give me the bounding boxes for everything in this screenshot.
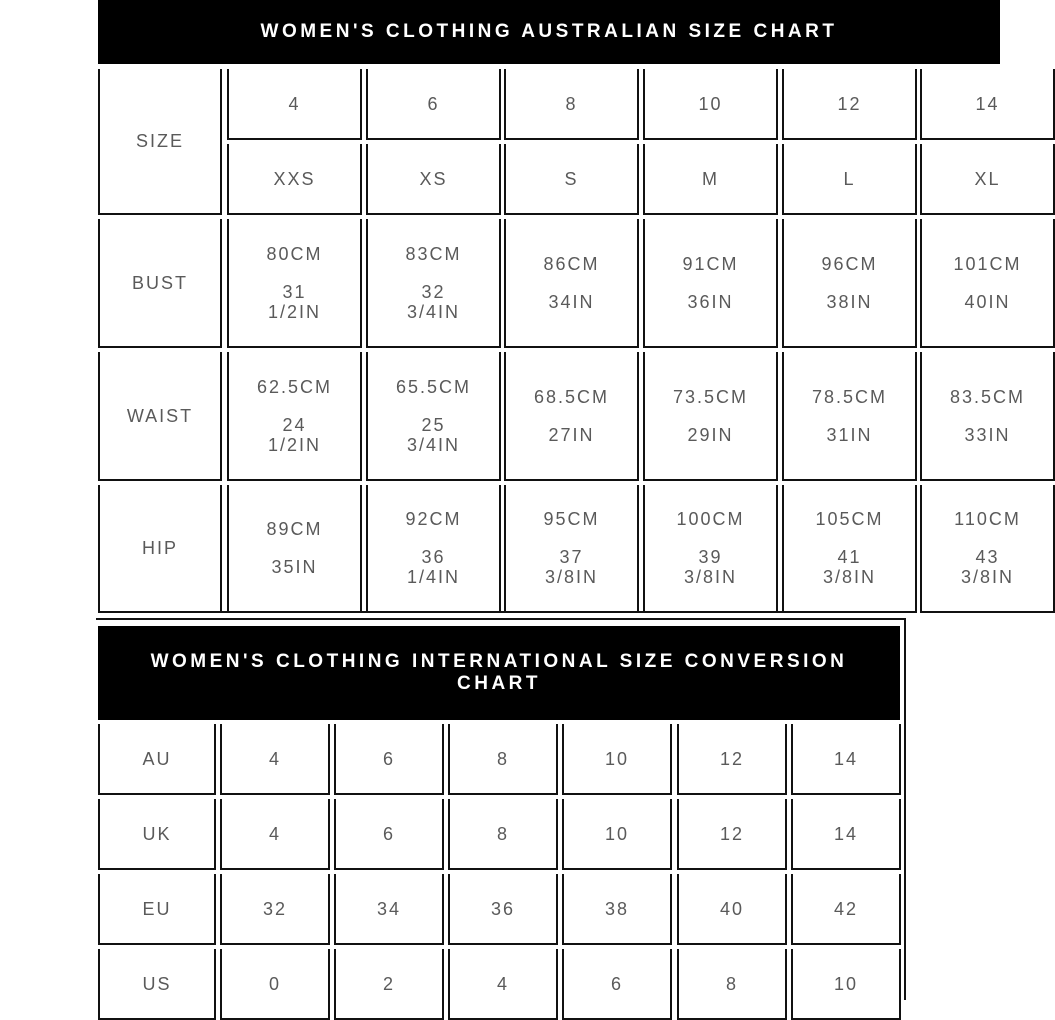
hip-inch-value: 35IN [271, 557, 318, 577]
conversion-value: 10 [604, 823, 630, 844]
bust-cm-value: 91CM [682, 253, 739, 274]
conversion-row-label-text: AU [142, 748, 172, 769]
hip-inch-value: 41 3/8IN [822, 547, 877, 587]
size-numeric-cell [643, 69, 778, 140]
hip-cell [366, 485, 501, 613]
conversion-value-cell [220, 724, 330, 795]
conversion-value-cell [562, 799, 672, 870]
conversion-value-cell [677, 799, 787, 870]
conversion-value: 34 [376, 898, 402, 919]
conversion-value-cell [448, 724, 558, 795]
bust-cell [504, 219, 639, 348]
waist-inch-value: 29IN [687, 424, 734, 445]
hip-cell [227, 485, 362, 613]
conversion-value: 6 [610, 973, 623, 994]
waist-inch-value: 24 1/2IN [267, 414, 322, 455]
size-numeric-cell [227, 69, 362, 140]
conversion-value-cell [562, 874, 672, 945]
intl-chart-frame-left [94, 618, 96, 1000]
conversion-value: 8 [496, 823, 509, 844]
hip-cm-value: 92CM [405, 509, 462, 529]
conversion-value: 36 [490, 898, 516, 919]
bust-cm-value: 86CM [543, 253, 600, 274]
waist-cm-value: 68.5CM [533, 386, 610, 407]
hip-inch-value: 37 3/8IN [544, 547, 599, 587]
conversion-row-label-text: EU [142, 898, 172, 919]
hip-cm-value: 105CM [815, 509, 884, 529]
waist-cell [643, 352, 778, 481]
conversion-value: 32 [262, 898, 288, 919]
bust-cm-value: 83CM [405, 243, 462, 264]
row-label-size [98, 69, 222, 215]
waist-cell [782, 352, 917, 481]
size-letter-value: XS [419, 168, 448, 189]
conversion-row-label-text: UK [142, 823, 172, 844]
hip-cm-value: 89CM [266, 519, 323, 539]
bust-inch-value: 34IN [548, 291, 595, 312]
row-label-bust-text: BUST [131, 272, 188, 293]
size-letter-cell [920, 144, 1055, 215]
conversion-row-label [98, 949, 216, 1020]
bust-cell [366, 219, 501, 348]
size-numeric-cell [366, 69, 501, 140]
conversion-row-label-text: US [142, 973, 172, 994]
conversion-value-cell [791, 799, 901, 870]
conversion-value-cell [220, 874, 330, 945]
australian-chart-title: WOMEN'S CLOTHING AUSTRALIAN SIZE CHART [98, 0, 1000, 64]
international-chart-title [98, 626, 900, 720]
conversion-value-cell [220, 949, 330, 1020]
conversion-value: 4 [496, 973, 509, 994]
conversion-row-label [98, 724, 216, 795]
waist-cm-value: 62.5CM [256, 376, 333, 397]
row-label-bust [98, 219, 222, 348]
australian-chart-bottom-rule [98, 611, 916, 613]
conversion-value: 10 [604, 748, 630, 769]
conversion-value: 0 [268, 973, 281, 994]
international-chart-title-text: WOMEN'S CLOTHING INTERNATIONAL SIZE CONVERSION CHART [150, 651, 848, 694]
waist-cell [504, 352, 639, 481]
size-letter-cell [504, 144, 639, 215]
conversion-value: 8 [496, 748, 509, 769]
bust-cell [643, 219, 778, 348]
hip-cell [920, 485, 1055, 613]
intl-chart-frame-top [94, 618, 906, 620]
conversion-value-cell [677, 949, 787, 1020]
size-numeric-cell [782, 69, 917, 140]
conversion-value-cell [562, 949, 672, 1020]
conversion-value: 14 [833, 748, 859, 769]
bust-inch-value: 36IN [687, 291, 734, 312]
size-letter-cell [227, 144, 362, 215]
conversion-value: 2 [382, 973, 395, 994]
conversion-value-cell [334, 799, 444, 870]
row-label-size-text: SIZE [135, 131, 184, 151]
hip-cell [504, 485, 639, 613]
hip-cell [782, 485, 917, 613]
waist-cm-value: 73.5CM [672, 386, 749, 407]
size-letter-cell [366, 144, 501, 215]
bust-cell [782, 219, 917, 348]
hip-inch-value: 36 1/4IN [406, 547, 461, 587]
conversion-value-cell [791, 949, 901, 1020]
size-numeric-value: 8 [565, 93, 578, 114]
size-letter-value: S [564, 168, 579, 189]
hip-cm-value: 100CM [676, 509, 745, 529]
conversion-value-cell [677, 724, 787, 795]
size-letter-value: XXS [273, 168, 316, 189]
conversion-value: 6 [382, 823, 395, 844]
conversion-value-cell [448, 874, 558, 945]
conversion-value: 14 [833, 823, 859, 844]
conversion-value-cell [791, 874, 901, 945]
conversion-value-cell [220, 799, 330, 870]
size-numeric-value: 6 [427, 93, 440, 114]
bust-inch-value: 32 3/4IN [406, 281, 461, 322]
row-label-waist-text: WAIST [126, 405, 194, 426]
waist-cell [227, 352, 362, 481]
conversion-value: 4 [268, 748, 281, 769]
size-letter-value: XL [974, 168, 1001, 189]
conversion-value: 10 [833, 973, 859, 994]
conversion-value: 12 [719, 823, 745, 844]
size-numeric-value: 4 [288, 93, 301, 114]
bust-inch-value: 38IN [826, 291, 873, 312]
size-numeric-value: 10 [698, 93, 723, 114]
bust-cell [227, 219, 362, 348]
waist-cm-value: 65.5CM [395, 376, 472, 397]
bust-inch-value: 40IN [964, 291, 1011, 312]
conversion-value-cell [677, 874, 787, 945]
conversion-value-cell [562, 724, 672, 795]
size-numeric-value: 14 [975, 93, 1000, 114]
conversion-value: 6 [382, 748, 395, 769]
conversion-row-label [98, 874, 216, 945]
conversion-value: 42 [833, 898, 859, 919]
conversion-value: 8 [725, 973, 738, 994]
conversion-value-cell [791, 724, 901, 795]
bust-cm-value: 101CM [953, 253, 1022, 274]
waist-inch-value: 27IN [548, 424, 595, 445]
bust-cell [920, 219, 1055, 348]
waist-inch-value: 33IN [964, 424, 1011, 445]
row-label-hip [98, 485, 222, 613]
conversion-value: 38 [604, 898, 630, 919]
waist-cell [366, 352, 501, 481]
conversion-value-cell [334, 724, 444, 795]
conversion-value: 4 [268, 823, 281, 844]
size-letter-cell [643, 144, 778, 215]
size-numeric-value: 12 [837, 93, 862, 114]
hip-inch-value: 39 3/8IN [683, 547, 738, 587]
conversion-row-label [98, 799, 216, 870]
intl-chart-frame-right [904, 618, 906, 1000]
hip-cm-value: 110CM [954, 509, 1021, 529]
size-letter-value: M [702, 168, 719, 189]
waist-inch-value: 25 3/4IN [406, 414, 461, 455]
bust-inch-value: 31 1/2IN [267, 281, 322, 322]
conversion-value-cell [334, 949, 444, 1020]
row-label-hip-text: HIP [141, 538, 178, 558]
hip-cm-value: 95CM [543, 509, 600, 529]
bust-cm-value: 80CM [266, 243, 323, 264]
conversion-value: 12 [719, 748, 745, 769]
size-numeric-cell [504, 69, 639, 140]
conversion-value: 40 [719, 898, 745, 919]
hip-cell [643, 485, 778, 613]
bust-cm-value: 96CM [821, 253, 878, 274]
hip-inch-value: 43 3/8IN [960, 547, 1015, 587]
conversion-value-cell [334, 874, 444, 945]
row-label-waist [98, 352, 222, 481]
size-letter-cell [782, 144, 917, 215]
size-numeric-cell [920, 69, 1055, 140]
waist-inch-value: 31IN [826, 424, 873, 445]
size-letter-value: L [843, 168, 856, 189]
waist-cell [920, 352, 1055, 481]
conversion-value-cell [448, 799, 558, 870]
waist-cm-value: 83.5CM [949, 386, 1026, 407]
waist-cm-value: 78.5CM [811, 386, 888, 407]
conversion-value-cell [448, 949, 558, 1020]
